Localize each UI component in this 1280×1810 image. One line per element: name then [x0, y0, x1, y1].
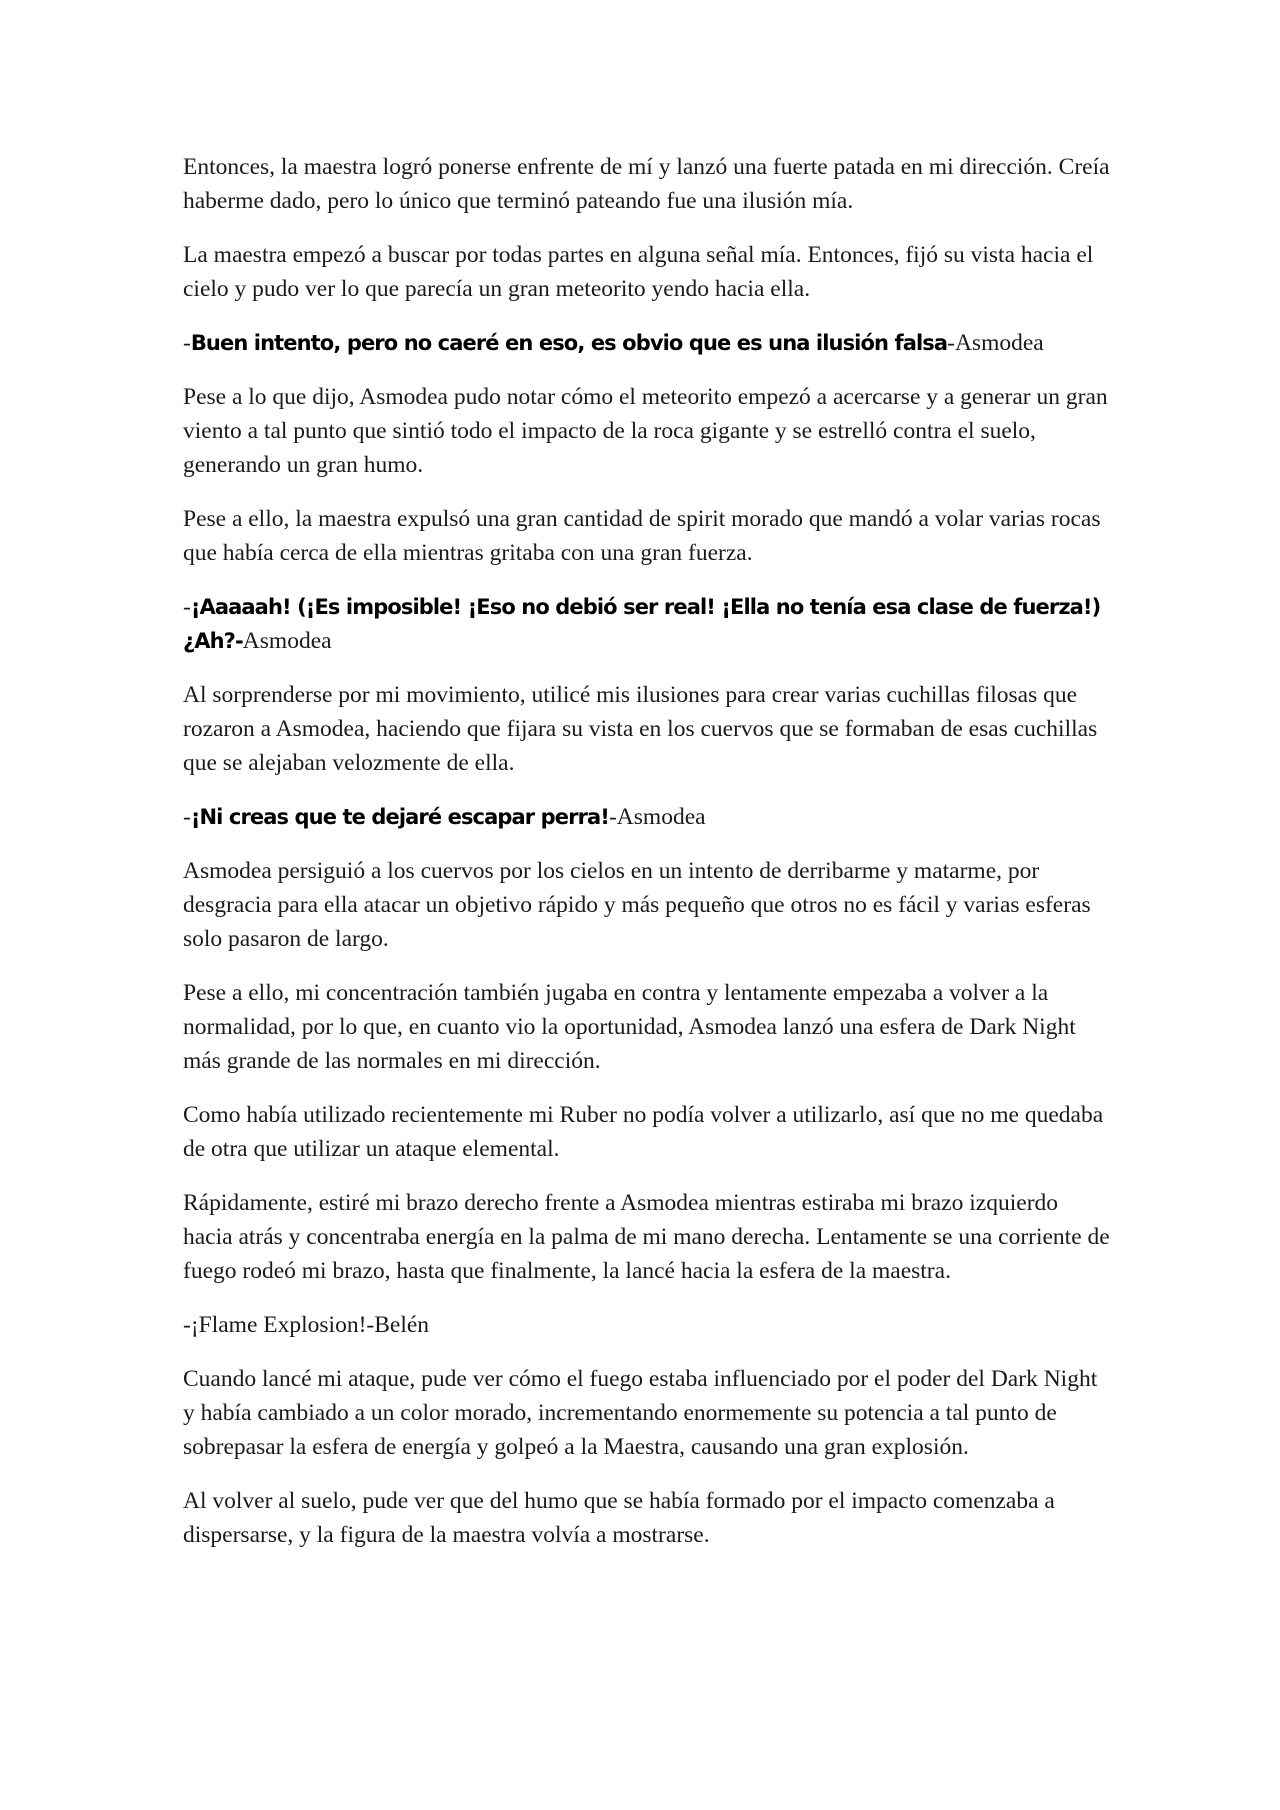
dialogue-speech: ¡Aaaaah! (¡Es imposible! ¡Eso no debió ser real! ¡Ella no tenía esa clase de fuerza!) ¿Ah?-	[183, 595, 1101, 653]
document-body	[183, 150, 1113, 1572]
dialogue-speaker: -Asmodea	[947, 330, 1044, 356]
paragraph-14: Cuando lancé mi ataque, pude ver cómo el fuego estaba influenciado por el poder del Dark Night y había cambiado a un color morado, incrementando enormemente su potencia a tal punto de sobrepasar la esfera de energía y golpeó a la Maestra, causando una gran explosión.	[183, 1366, 1098, 1460]
dialogue-asmodea-2	[183, 590, 1113, 658]
dialogue-dash: -	[183, 594, 191, 620]
dialogue-speech: ¡Ni creas que te dejaré escapar perra!	[190, 805, 609, 829]
paragraph-7: Al sorprenderse por mi movimiento, utilicé mis ilusiones para crear varias cuchillas filosas que rozaron a Asmodea, haciendo que fijara su vista en los cuervos que se formaban de esas cuchillas que se alejaban velozmente de ella.	[183, 682, 1098, 776]
dialogue-speech: Buen intento, pero no caeré en eso, es obvio que es una ilusión falsa	[190, 331, 948, 355]
paragraph-11: Como había utilizado recientemente mi Ruber no podía volver a utilizarlo, así que no me quedaba de otra que utilizar un ataque elemental.	[183, 1102, 1104, 1162]
dialogue-dash: -	[183, 330, 191, 356]
paragraph-10: Pese a ello, mi concentración también jugaba en contra y lentamente empezaba a volver a la normalidad, por lo que, en cuanto vio la oportunidad, Asmodea lanzó una esfera de Dark Night más grande de las normales en mi dirección.	[183, 980, 1076, 1074]
paragraph-12: Rápidamente, estiré mi brazo derecho frente a Asmodea mientras estiraba mi brazo izquierdo hacia atrás y concentraba energía en la palma de mi mano derecha. Lentamente se una corriente de fuego rodeó mi brazo, hasta que finalmente, la lancé hacia la esfera de la maestra.	[183, 1190, 1110, 1284]
paragraph-15: Al volver al suelo, pude ver que del humo que se había formado por el impacto comenzaba a dispersarse, y la figura de la maestra volvía a mostrarse.	[183, 1488, 1055, 1548]
dialogue-speaker: Asmodea	[242, 628, 332, 654]
dialogue-asmodea-1	[183, 326, 1113, 360]
dialogue-asmodea-3	[183, 800, 1113, 834]
paragraph-9: Asmodea persiguió a los cuervos por los cielos en un intento de derribarme y matarme, por desgracia para ella atacar un objetivo rápido y más pequeño que otros no es fácil y varias esferas solo pasaron de largo.	[183, 858, 1091, 952]
paragraph-1: Entonces, la maestra logró ponerse enfrente de mí y lanzó una fuerte patada en mi dirección. Creía haberme dado, pero lo único que terminó pateando fue una ilusión mía.	[183, 154, 1110, 214]
paragraph-5: Pese a ello, la maestra expulsó una gran cantidad de spirit morado que mandó a volar varias rocas que había cerca de ella mientras gritaba con una gran fuerza.	[183, 506, 1101, 566]
paragraph-2: La maestra empezó a buscar por todas partes en alguna señal mía. Entonces, fijó su vista hacia el cielo y pudo ver lo que parecía un gran meteorito yendo hacia ella.	[183, 242, 1094, 302]
dialogue-dash: -	[183, 804, 191, 830]
dialogue-speaker: -Asmodea	[608, 804, 706, 830]
paragraph-4: Pese a lo que dijo, Asmodea pudo notar cómo el meteorito empezó a acercarse y a generar un gran viento a tal punto que sintió todo el impacto de la roca gigante y se estrelló contra el suelo, generando un gran humo.	[183, 384, 1108, 478]
dialogue-belen: -¡Flame Explosion!-Belén	[183, 1312, 430, 1338]
